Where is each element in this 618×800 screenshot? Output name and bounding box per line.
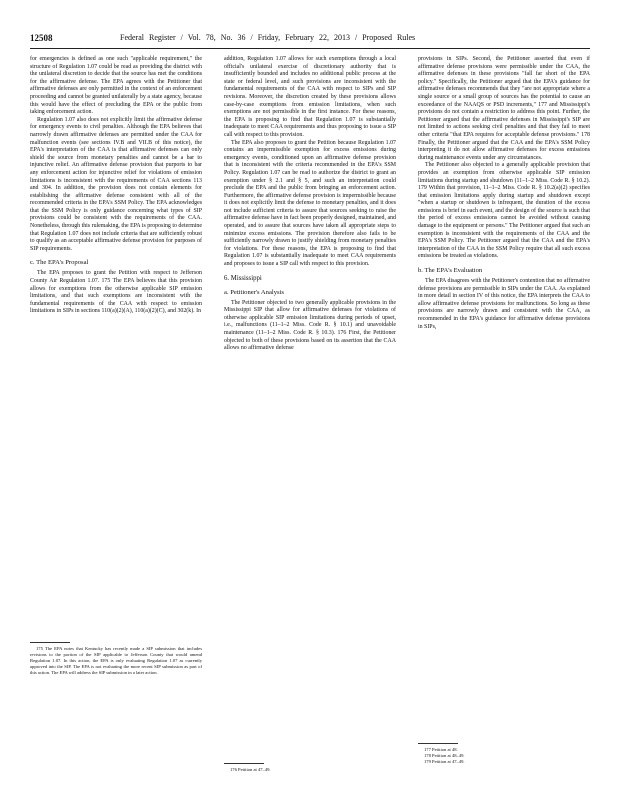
footnote-175: 175 The EPA notes that Kentucky has recently made a SIP submission that includes revisions to the portion of the SIP applicable to Jefferson County that would amend Regulation 1.07. In this action, the EPA is only evaluating Regulation 1.07 as currently approved into the SIP. The EPA is not evaluating the more recent SIP submission as part of this action. The EPA will address the SIP submission in a later action. bbox=[30, 646, 202, 675]
running-head: Federal Register / Vol. 78, No. 36 / Friday, February 22, 2013 / Proposed Rules bbox=[120, 33, 416, 42]
paragraph: The EPA proposes to grant the Petition with respect to Jefferson County Air Regulation 1.07. 175 The EPA believes that this provision allows for exemptions from the otherwise applicable SIP emission limitations, and that such exemptions are inconsistent with the fundamental requirements of the CAA with respect to emission limitations in SIPs in sections 110(a)(2)(A), 110(a)(2)(C), and 302(k). In bbox=[30, 270, 202, 315]
footnote-rule bbox=[418, 743, 458, 744]
footnotes-column-2 bbox=[224, 767, 396, 773]
column-1 bbox=[30, 56, 202, 316]
footnotes-column-1 bbox=[30, 646, 202, 676]
footnotes-column-3 bbox=[418, 747, 590, 765]
subsection-heading: b. The EPA's Evaluation bbox=[418, 267, 483, 275]
page-header bbox=[30, 32, 590, 44]
subsection-heading: a. Petitioner's Analysis bbox=[224, 288, 284, 296]
paragraph: provisions in SIPs. Second, the Petitioner asserted that even if affirmative defense provisions were permissible under the CAA, the affirmative defenses in these provisions "fall far short of the EPA policy." Specifically, the Petitioner argued that the EPA's guidance for affirmative defenses recommends that they "are not appropriate where a single source or a small group of sources has the potential to cause an exceedance of the NAAQS or PSD increments," 177 and Mississippi's provisions do not contain a restriction to address this point. Further, the Petitioner argued that the affirmative defenses in Mississippi's SIP are not limited to actions seeking civil penalties and that they fail to meet other criteria "that EPA requires for acceptable defense provisions." 178 Finally, the Petitioner argued that the CAA and the EPA's SSM Policy interpreting it do not allow affirmative defenses for excess emissions during maintenance events under any circumstances. bbox=[418, 56, 590, 161]
footnote-179: 179 Petition at 47–49. bbox=[424, 759, 465, 764]
footnote-177: 177 Petition at 48. bbox=[424, 747, 458, 752]
paragraph: The EPA disagrees with the Petitioner's contention that no affirmative defense provisions are permissible in SIPs under the CAA. As explained in more detail in section IV of this notice, the EPA interprets the CAA to allow affirmative defense provisions for malfunctions. So long as these provisions are narrowly drawn and consistent with the CAA, as recommended in the EPA's guidance for affirmative defense provisions in SIPs, bbox=[418, 278, 590, 330]
page-number: 12508 bbox=[30, 33, 53, 43]
subsection-heading: c. The EPA's Proposal bbox=[30, 259, 89, 267]
header-rule bbox=[30, 48, 590, 49]
footnote-rule bbox=[224, 763, 264, 764]
footnote-rule bbox=[30, 642, 70, 643]
paragraph: The Petitioner also objected to a generally applicable provision that provides an exemption from otherwise applicable SIP emission limitations during startup and shutdown (11–1–2 Miss. Code R. § 10.2). 179 Within that provision, 11–1–2 Miss. Code R. § 10.2(a)(2) specifies that emission limitations apply during startup and shutdown except "when a startup or shutdown is infrequent, the duration of the excess emissions is brief in each event, and the design of the source is such that the period of excess emissions cannot be avoided without causing damage to the equipment or persons." The Petitioner argued that such an exemption is inconsistent with the requirements of the CAA and the EPA's SSM Policy. The Petitioner argued that the CAA and the EPA's interpretation of the CAA in the SSM Policy require that all such excess emissions be treated as violations. bbox=[418, 162, 590, 260]
column-2 bbox=[224, 56, 396, 353]
paragraph: for emergencies is defined as one such "applicable requirement," the structure of Regulation 1.07 could be read as providing the district with the unilateral discretion to decide that the source has met the conditions for the affirmative defense. The EPA agrees with the Petitioner that affirmative defenses are only permitted in the context of an enforcement proceeding and cannot be granted unilaterally by a state agency, because this would have the effect of precluding the EPA or the public from taking enforcement action. bbox=[30, 56, 202, 116]
column-3 bbox=[418, 56, 590, 331]
paragraph: The EPA also proposes to grant the Petition because Regulation 1.07 contains an impermissible exemption for excess emissions during emergency events, conditioned upon an affirmative defense provision that is inconsistent with the criteria recommended in the EPA's SSM Policy. Regulation 1.07 can be read to authorize the district to grant an exemption under § 2.1 and § 5, and such an interpretation could preclude the EPA and the public from bringing an enforcement action. Furthermore, the affirmative defense provision is impermissible because it does not explicitly limit the defense to monetary penalties, and it does not include sufficient criteria to assure that sources seeking to raise the affirmative defense have in fact been properly designed, maintained, and operated, and to assure that sources have taken all appropriate steps to minimize excess emissions. The provision therefore also fails to be sufficiently narrowly drawn to justify shielding from monetary penalties for violations. For these reasons, the EPA is proposing to find that Regulation 1.07 is substantially inadequate to meet CAA requirements and proposes to issue a SIP call with respect to this provision. bbox=[224, 139, 396, 268]
section-heading: 6. Mississippi bbox=[224, 274, 262, 282]
paragraph: The Petitioner objected to two generally applicable provisions in the Mississippi SIP that allow for affirmative defenses for violations of otherwise applicable SIP emission limitations during periods of upset, i.e., malfunctions (11–1–2 Miss. Code R. § 10.1) and unavoidable maintenance (11–1–2 Miss. Code R. § 10.3). 176 First, the Petitioner objected to both of these provisions based on its assertion that the CAA allows no affirmative defense bbox=[224, 299, 396, 352]
footnote-178: 178 Petition at 48–49. bbox=[424, 753, 465, 758]
paragraph: Regulation 1.07 also does not explicitly limit the affirmative defense for emergency events to civil penalties. Although the EPA believes that narrowly drawn affirmative defenses are permitted under the CAA for malfunction events (see sections IV.B and VII.B of this notice), the EPA's interpretation of the CAA is that affirmative defenses can only shield the source from monetary penalties and cannot be a bar to injunctive relief. An affirmative defense provision that purports to bar any enforcement action for injunctive relief for violations of emission limitations is inconsistent with the requirements of CAA sections 113 and 304. In addition, the provision does not contain elements for establishing the affirmative defense consistent with all of the recommended criteria in the EPA's SSM Policy. The EPA acknowledges that the SSM Policy is only guidance concerning what types of SIP provisions could be consistent with the requirements of the CAA. Nonetheless, through this rulemaking, the EPA is proposing to determine that Regulation 1.07 does not include criteria that are sufficiently robust to qualify as an acceptable affirmative defense provision for purposes of SIP requirements. bbox=[30, 116, 202, 252]
footnote-176: 176 Petition at 47–49. bbox=[230, 767, 271, 772]
paragraph: addition, Regulation 1.07 allows for such exemptions through a local official's unilateral exercise of discretionary authority that is insufficiently bounded and includes no additional public process at the state or federal level, and such provisions are inconsistent with the fundamental requirements of the CAA with respect to SIPs and SIP revisions. Moreover, the discretion created by these provisions allows case-by-case exemptions from emission limitations, when such exemptions are not permissible in the first instance. For these reasons, the EPA is proposing to find that Regulation 1.07 is substantially inadequate to meet CAA requirements and thus proposing to issue a SIP call with respect to this provision. bbox=[224, 56, 396, 138]
